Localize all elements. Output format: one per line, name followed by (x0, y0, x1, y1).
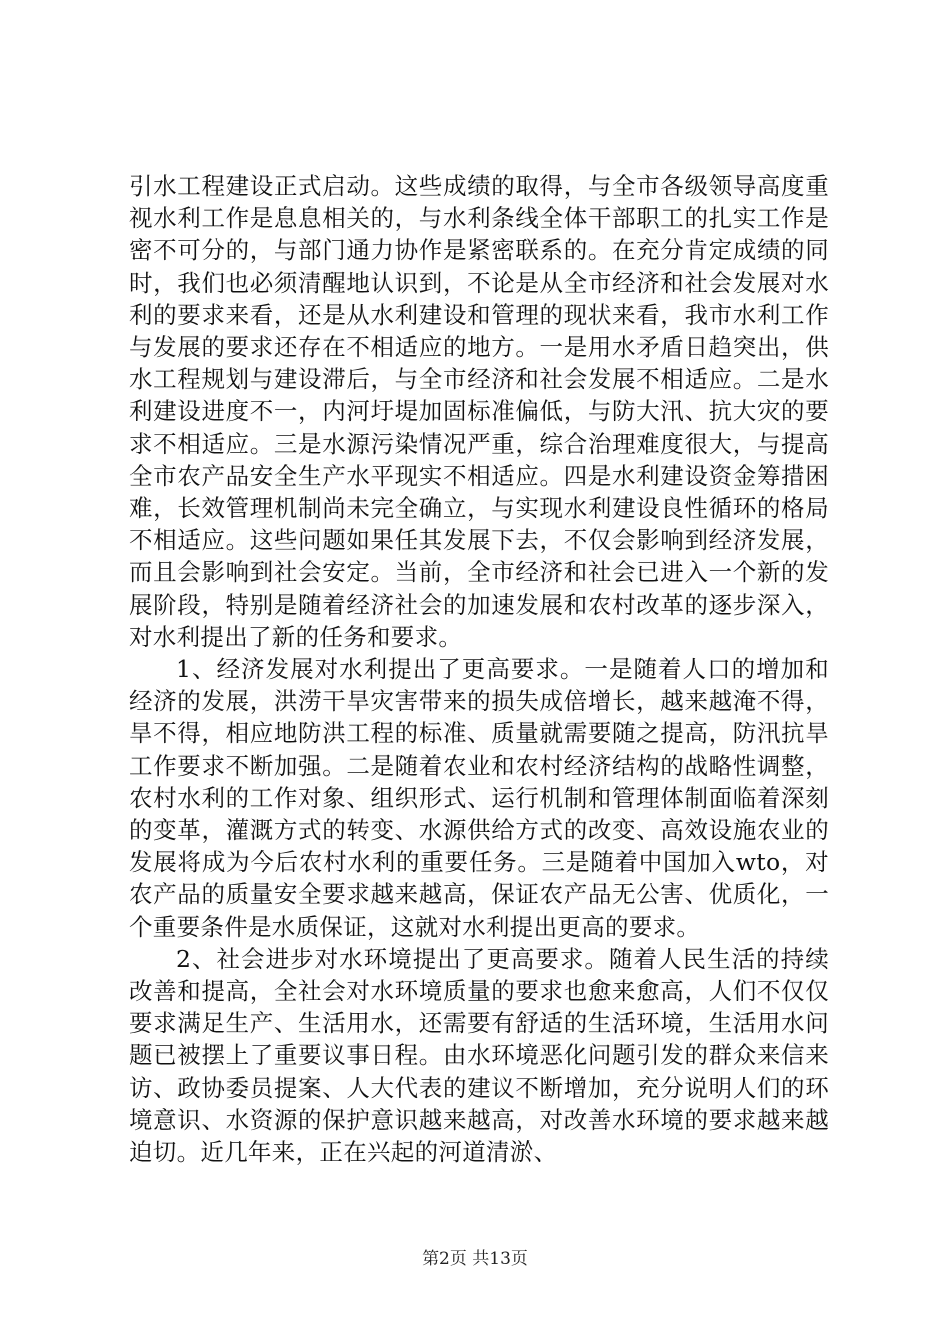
paragraph-social-progress: 2、社会进步对水环境提出了更高要求。随着人民生活的持续改善和提高，全社会对水环境质量的要求也愈来愈高，人们不仅仅要求满足生产、生活用水，还需要有舒适的生活环境，生活用水问题已被摆上了重要议事日程。由水环境恶化问题引发的群众来信来访、政协委员提案、人大代表的建议不断增加，充分说明人们的环境意识、水资源的保护意识越来越高，对改善水环境的要求越来越迫切。近几年来，正在兴起的河道清淤、 (129, 944, 829, 1167)
page-number-footer: 第2页 共13页 (422, 1249, 528, 1269)
paragraph-continuation: 引水工程建设正式启动。这些成绩的取得，与全市各级领导高度重视水利工作是息息相关的，与水利条线全体干部职工的扎实工作是密不可分的，与部门通力协作是紧密联系的。在充分肯定成绩的同时，我们也必须清醒地认识到，不论是从全市经济和社会发展对水利的要求来看，还是从水利建设和管理的现状来看，我市水利工作与发展的要求还存在不相适应的地方。一是用水矛盾日趋突出，供水工程规划与建设滞后，与全市经济和社会发展不相适应。二是水利建设进度不一，内河圩堤加固标准偏低，与防大汛、抗大灾的要求不相适应。三是水源污染情况严重，综合治理难度很大，与提高全市农产品安全生产水平现实不相适应。四是水利建设资金筹措困难，长效管理机制尚未完全确立，与实现水利建设良性循环的格局不相适应。这些问题如果任其发展下去，不仅会影响到经济发展，而且会影响到社会安定。当前，全市经济和社会已进入一个新的发展阶段，特别是随着经济社会的加速发展和农村改革的逐步深入，对水利提出了新的任务和要求。 (129, 172, 829, 651)
document-body (129, 170, 829, 1168)
paragraph-economic-development: 1、经济发展对水利提出了更高要求。一是随着人口的增加和经济的发展，洪涝干旱灾害带来的损失成倍增长，越来越淹不得，旱不得，相应地防洪工程的标准、质量就需要随之提高，防汛抗旱工作要求不断加强。二是随着农业和农村经济结构的战略性调整，农村水利的工作对象、组织形式、运行机制和管理体制面临着深刻的变革，灌溉方式的转变、水源供给方式的改变、高效设施农业的发展将成为今后农村水利的重要任务。三是随着中国加入wto，对农产品的质量安全要求越来越高，保证农产品无公害、优质化，一个重要条件是水质保证，这就对水利提出更高的要求。 (129, 655, 829, 941)
